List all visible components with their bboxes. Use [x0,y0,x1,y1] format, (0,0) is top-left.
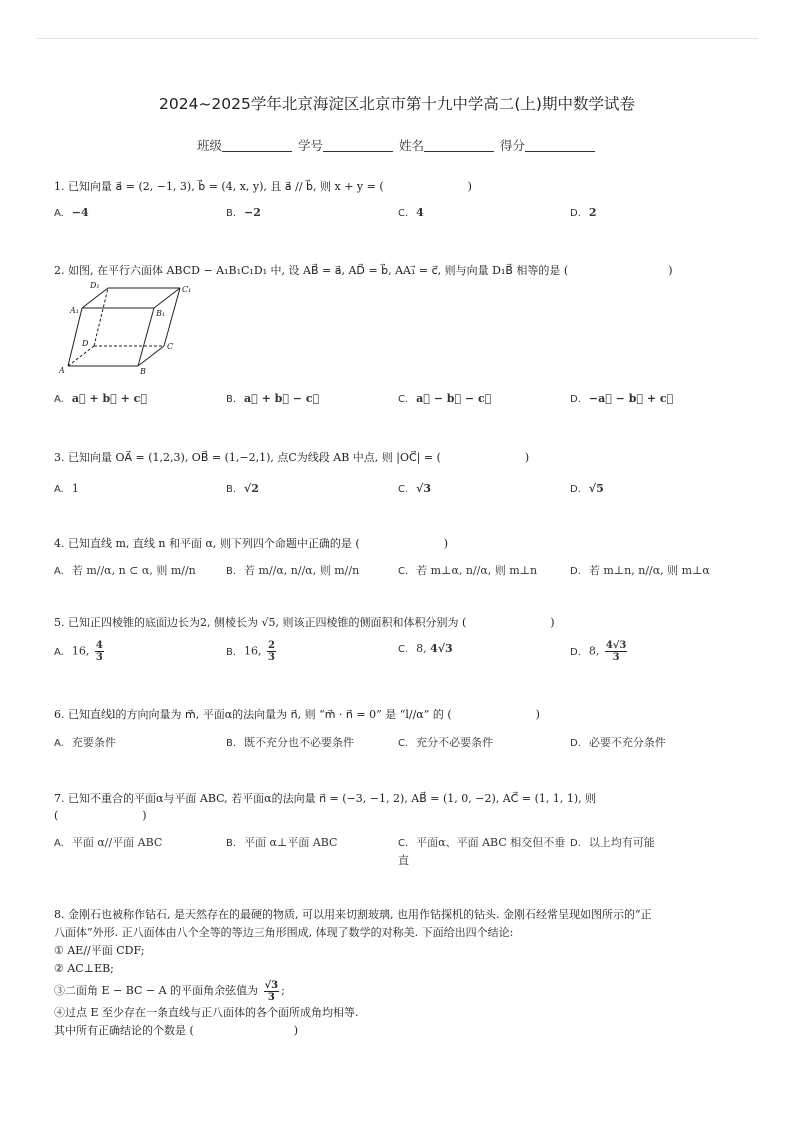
question-5-close: ) [550,616,555,629]
question-1-text: 1. 已知向量 a⃗ = (2, −1, 3), b⃗ = (4, x, y), 且 a⃗ // b⃗, 则 x + y = ( [54,180,384,193]
q3-option-c[interactable]: C. √3 [398,482,432,495]
label-b1: B₁ [156,309,166,318]
question-7 [54,790,754,824]
q2-option-b[interactable]: B. a⃗ + b⃗ − c⃗ [226,392,320,405]
question-2-text: 2. 如图, 在平行六面体 ABCD − A₁B₁C₁D₁ 中, 设 AB⃗ = a⃗, AD⃗ = b⃗, AA₁⃗ = c⃗, 则与向量 D₁B⃗ 相等的是 ( [54,264,569,277]
page-title: 2024~2025学年北京海淀区北京市第十九中学高二(上)期中数学试卷 [159,95,635,113]
number-label: 学号 [297,138,323,153]
label-b: B [140,367,146,376]
q6-option-c[interactable]: C. 充分不必要条件 [398,736,494,749]
q7-option-d[interactable]: D. 以上均有可能 [570,836,655,849]
label-d1: D₁ [90,281,100,290]
score-blank[interactable] [525,139,595,152]
question-8-conclusion-2: ② AC⊥EB; [54,962,114,975]
q5-option-a[interactable]: A. 16, $\frac{4}{3}$ [54,640,103,663]
q1-option-a[interactable]: A. −4 [54,206,89,219]
number-blank[interactable] [323,139,393,152]
question-7-open: ( [54,809,59,822]
q4-option-a[interactable]: A. 若 m//α, n ⊂ α, 则 m//n [54,564,196,577]
class-label: 班级 [196,138,222,153]
question-4-options [54,562,754,580]
q4-option-d[interactable]: D. 若 m⊥n, n//α, 则 m⊥α [570,564,710,577]
label-c1: C₁ [182,285,192,294]
q6-option-b[interactable]: B. 既不充分也不必要条件 [226,736,355,749]
question-8-line-1: 8. 金刚石也被称作钻石, 是天然存在的最硬的物质, 可以用来切割玻璃, 也用作钻探机的钻头. 金刚石经常呈现如图所示的“正 [54,908,652,921]
question-7-close: ) [142,809,147,822]
name-blank[interactable] [424,139,494,152]
question-1-options [54,206,754,224]
q2-option-a[interactable]: A. a⃗ + b⃗ + c⃗ [54,392,147,405]
label-d: D [82,339,89,348]
q3-option-a[interactable]: A. 1 [54,482,79,495]
question-4 [54,535,754,552]
question-3-close: ) [524,451,530,464]
class-blank[interactable] [222,139,292,152]
question-1-close: ) [467,180,472,193]
score-label: 得分 [499,138,525,153]
question-8-prompt: 其中所有正确结论的个数是 ( ) [54,1024,299,1037]
top-divider [36,38,758,39]
q4-option-c[interactable]: C. 若 m⊥α, n//α, 则 m⊥n [398,564,538,577]
q2-option-d[interactable]: D. −a⃗ − b⃗ + c⃗ [570,392,674,405]
question-6-text: 6. 已知直线l的方向向量为 m⃗, 平面α的法向量为 n⃗, 则 “m⃗ · n⃗ = 0” 是 “l//α” 的 ( [54,708,452,721]
label-a1: A₁ [70,306,79,315]
question-1 [54,178,754,195]
q3-option-d[interactable]: D. √5 [570,482,604,495]
question-7-text: 7. 已知不重合的平面α与平面 ABC, 若平面α的法向量 n⃗ = (−3, −1, 2), AB⃗ = (1, 0, −2), AC⃗ = (1, 1, 1), 则 [54,792,597,805]
question-8-conclusion-3: ③二面角 E − BC − A 的平面角余弦值为 $\frac{√3}{3}$ ; [54,979,285,1003]
name-label: 姓名 [398,138,424,153]
question-5-text: 5. 已知正四棱锥的底面边长为2, 侧棱长为 √5, 则该正四棱锥的侧面积和体积分别为 ( [54,616,467,629]
q1-option-b[interactable]: B. −2 [226,206,261,219]
question-8-line-2: 八面体”外形. 正八面体由八个全等的等边三角形围成, 体现了数学的对称美. 下面给出四个结论: [54,926,514,939]
question-4-text: 4. 已知直线 m, 直线 n 和平面 α, 则下列四个命题中正确的是 ( [54,537,360,550]
question-6-close: ) [535,708,540,721]
question-2-options [54,392,754,410]
question-5 [54,614,754,631]
question-3 [54,449,754,466]
q2-option-c[interactable]: C. a⃗ − b⃗ − c⃗ [398,392,492,405]
q3-option-b[interactable]: B. √2 [226,482,259,495]
question-8 [54,906,754,1040]
student-info-row [0,136,794,154]
question-2-close: ) [668,264,673,277]
question-3-options [54,482,754,500]
question-5-options [54,640,754,670]
q7-option-a[interactable]: A. 平面 α//平面 ABC [54,836,163,849]
question-6 [54,706,754,723]
question-8-conclusion-1: ① AE//平面 CDF; [54,944,145,957]
q5-option-c[interactable]: C. 8, 4√3 [398,642,453,655]
question-6-options [54,734,754,752]
question-7-options [54,834,754,870]
label-c: C [167,342,174,351]
question-8-conclusion-4: ④过点 E 至少存在一条直线与正八面体的各个面所成角均相等. [54,1006,359,1019]
q5-option-b[interactable]: B. 16, $\frac{2}{3}$ [226,640,276,663]
question-2 [54,262,754,279]
q1-option-d[interactable]: D. 2 [570,206,597,219]
question-3-text: 3. 已知向量 OA⃗ = (1,2,3), OB⃗ = (1,−2,1), 点C为线段 AB 中点, 则 |OC⃗| = ( [54,451,441,464]
q4-option-b[interactable]: B. 若 m//α, n//α, 则 m//n [226,564,360,577]
q7-option-c[interactable]: C. 平面α、平面 ABC 相交但不垂直 [398,836,566,867]
label-a: A [59,366,65,375]
q6-option-d[interactable]: D. 必要不充分条件 [570,736,666,749]
parallelepiped-figure [56,280,196,376]
q1-option-c[interactable]: C. 4 [398,206,424,219]
q5-option-d[interactable]: D. 8, $\frac{4√3}{3}$ [570,640,627,663]
q7-option-b[interactable]: B. 平面 α⊥平面 ABC [226,836,338,849]
q6-option-a[interactable]: A. 充要条件 [54,736,116,749]
question-4-close: ) [443,537,448,550]
